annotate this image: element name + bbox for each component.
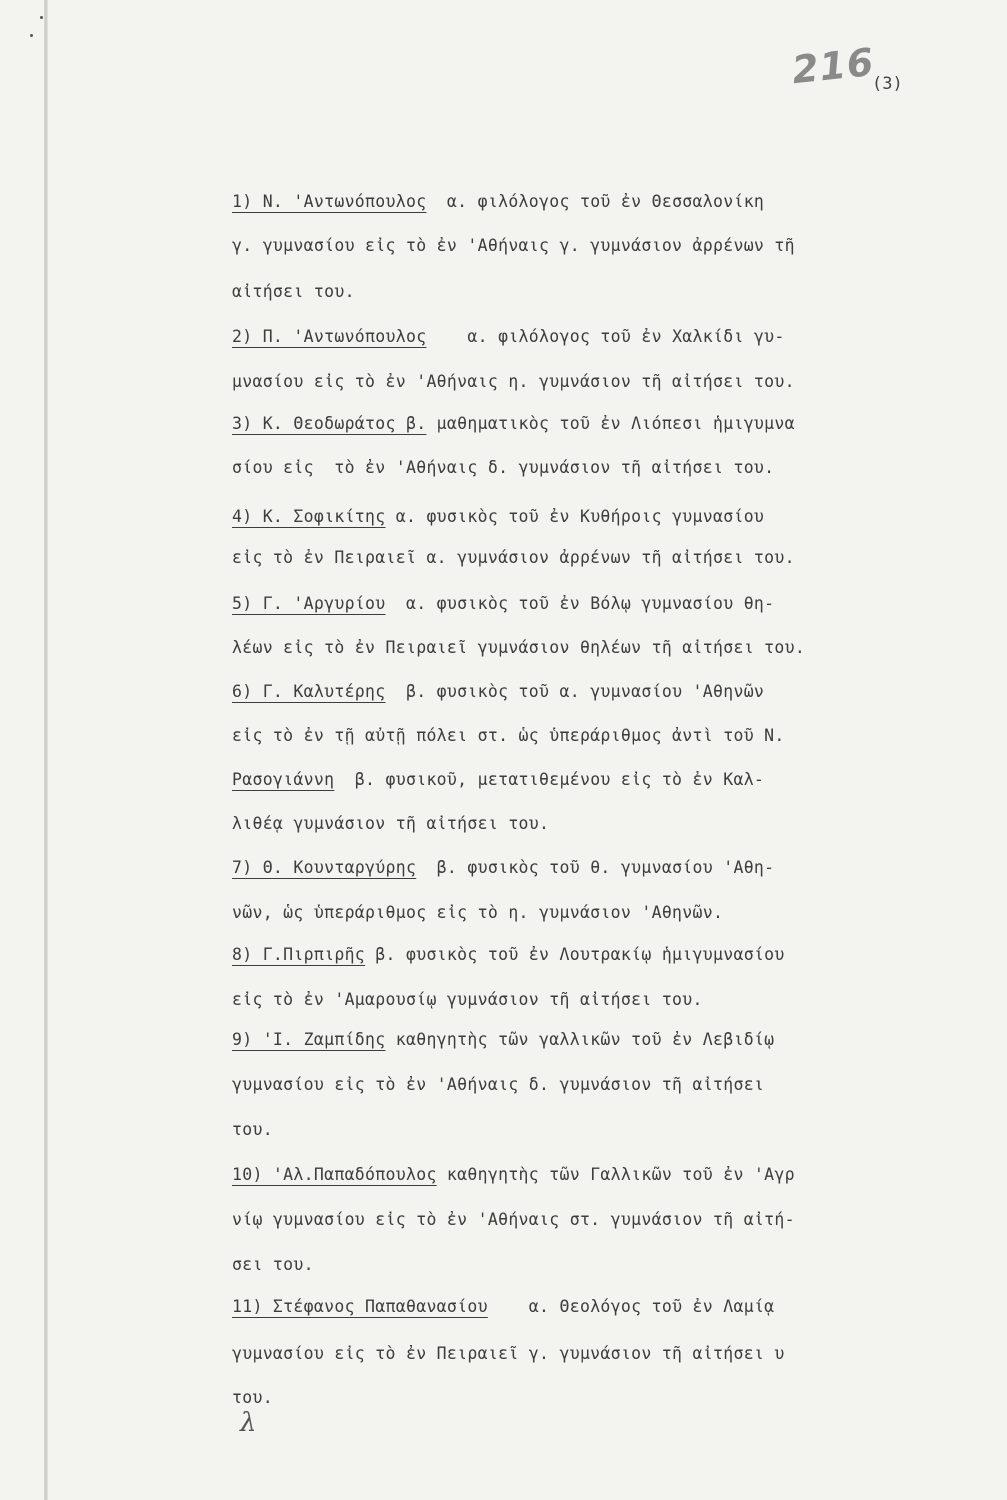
entry-line <box>232 594 774 613</box>
entry-line <box>232 1030 774 1049</box>
entry-line <box>232 507 764 526</box>
entry-line <box>232 548 795 567</box>
entry-name: 3) Κ. Θεοδωράτος β. <box>232 414 427 433</box>
handwritten-initial: λ <box>240 1408 257 1438</box>
entry-line <box>232 1120 273 1139</box>
entry-line <box>232 638 805 657</box>
entry-text: νίῳ γυμνασίου εἰς τὸ ἐν 'Αθήναις στ. γυμνάσιον τῆ αἰτή- <box>232 1210 795 1229</box>
entry-text: β. φυσικὸς τοῦ α. γυμνασίου 'Αθηνῶν <box>385 682 765 701</box>
entry-text: α. φιλόλογος τοῦ ἐν Χαλκίδι γυ- <box>426 327 785 346</box>
entry-name: Ρασογιάννη <box>232 770 335 789</box>
entry-text: μαθηματικὸς τοῦ ἐν Λιόπεσι ἡμιγυμνα <box>426 414 795 433</box>
entry-name: 11) Στέφανος Παπαθανασίου <box>232 1297 488 1316</box>
entry-text: νῶν, ὡς ὑπεράριθμος εἰς τὸ η. γυμνάσιον 'Αθηνῶν. <box>232 903 724 922</box>
entry-text: α. Θεολόγος τοῦ ἐν Λαμίᾳ <box>487 1297 775 1316</box>
entry-line <box>232 726 785 745</box>
entry-line <box>232 372 795 391</box>
page-number: (3) <box>872 74 903 94</box>
entry-name: 6) Γ. Καλυτέρης <box>232 682 386 701</box>
entry-line <box>232 327 785 346</box>
entry-name: 1) Ν. 'Αντωνόπουλος <box>232 192 427 211</box>
entry-line <box>232 814 549 833</box>
entry-line <box>232 903 723 922</box>
entry-name: 2) Π. 'Αντωνόπουλος <box>232 327 427 346</box>
folio-number: 216 <box>789 39 877 93</box>
binding-mark <box>40 16 43 19</box>
entry-line <box>232 945 785 964</box>
entry-text: λιθέᾳ γυμνάσιον τῆ αἰτήσει του. <box>232 814 550 833</box>
entry-line <box>232 458 774 477</box>
entry-name: 10) 'Αλ.Παπαδόπουλος <box>232 1165 437 1184</box>
entry-text: καθηγητὴς τῶν Γαλλικῶν τοῦ ἐν 'Αγρ <box>436 1165 795 1184</box>
entry-line <box>232 1388 273 1407</box>
entry-name: 9) 'Ι. Ζαμπίδης <box>232 1030 386 1049</box>
entry-text: β. φυσικὸς τοῦ θ. γυμνασίου 'Αθη- <box>416 858 775 877</box>
entry-text: α. φυσικὸς τοῦ ἐν Βόλῳ γυμνασίου θη- <box>385 594 775 613</box>
binding-mark <box>30 34 33 37</box>
entry-text: γυμνασίου εἰς τὸ ἐν Πειραιεῖ γ. γυμνάσιον τῆ αἰτήσει υ <box>232 1344 785 1363</box>
entry-text: λέων εἰς τὸ ἐν Πειραιεῖ γυμνάσιον θηλέων τῆ αἰτήσει του. <box>232 638 806 657</box>
entry-text: γυμνασίου εἰς τὸ ἐν 'Αθήναις δ. γυμνάσιον τῆ αἰτήσει <box>232 1075 765 1094</box>
entry-line <box>232 1344 785 1363</box>
entry-text: σει του. <box>232 1255 314 1274</box>
entry-text: σίου εἰς τὸ ἐν 'Αθήναις δ. γυμνάσιον τῆ αἰτήσει του. <box>232 458 775 477</box>
entry-line <box>232 192 764 211</box>
entry-text: α. φυσικὸς τοῦ ἐν Κυθήροις γυμνασίου <box>385 507 765 526</box>
entry-text: εἰς τὸ ἐν Πειραιεῖ α. γυμνάσιον ἀρρένων τῆ αἰτήσει του. <box>232 548 795 567</box>
entry-text: του. <box>232 1388 273 1407</box>
entry-line <box>232 236 795 255</box>
binding-edge <box>44 0 48 1500</box>
entry-line <box>232 1255 314 1274</box>
entry-text: εἰς τὸ ἐν τῇ αὐτῇ πόλει στ. ὡς ὑπεράριθμος ἀντὶ τοῦ Ν. <box>232 726 785 745</box>
entry-line <box>232 858 774 877</box>
entry-text: μνασίου εἰς τὸ ἐν 'Αθήναις η. γυμνάσιον τῆ αἰτήσει του. <box>232 372 795 391</box>
entry-text: του. <box>232 1120 273 1139</box>
entry-line <box>232 282 355 301</box>
entry-name: 8) Γ.Πιρπιρῆς <box>232 945 366 964</box>
entry-text: α. φιλόλογος τοῦ ἐν Θεσσαλονίκη <box>426 192 765 211</box>
entry-line <box>232 1075 764 1094</box>
entry-line <box>232 682 764 701</box>
entry-line <box>232 414 795 433</box>
entry-name: 4) Κ. Σοφικίτης <box>232 507 386 526</box>
entry-line <box>232 770 764 789</box>
entry-line <box>232 990 703 1009</box>
entry-text: β. φυσικοῦ, μετατιθεμένου εἰς τὸ ἐν Καλ- <box>334 770 765 789</box>
entry-line <box>232 1297 774 1316</box>
entry-name: 7) Θ. Κουνταργύρης <box>232 858 417 877</box>
entry-text: εἰς τὸ ἐν 'Αμαρουσίῳ γυμνάσιον τῆ αἰτήσει του. <box>232 990 703 1009</box>
entry-text: β. φυσικὸς τοῦ ἐν Λουτρακίῳ ἡμιγυμνασίου <box>365 945 785 964</box>
entry-text: αἰτήσει του. <box>232 282 355 301</box>
entry-text: καθηγητὴς τῶν γαλλικῶν τοῦ ἐν Λεβιδίῳ <box>385 1030 775 1049</box>
entry-text: γ. γυμνασίου εἰς τὸ ἐν 'Αθήναις γ. γυμνάσιον ἀρρένων τῆ <box>232 236 795 255</box>
entry-line <box>232 1210 795 1229</box>
entry-line <box>232 1165 795 1184</box>
entry-name: 5) Γ. 'Αργυρίου <box>232 594 386 613</box>
